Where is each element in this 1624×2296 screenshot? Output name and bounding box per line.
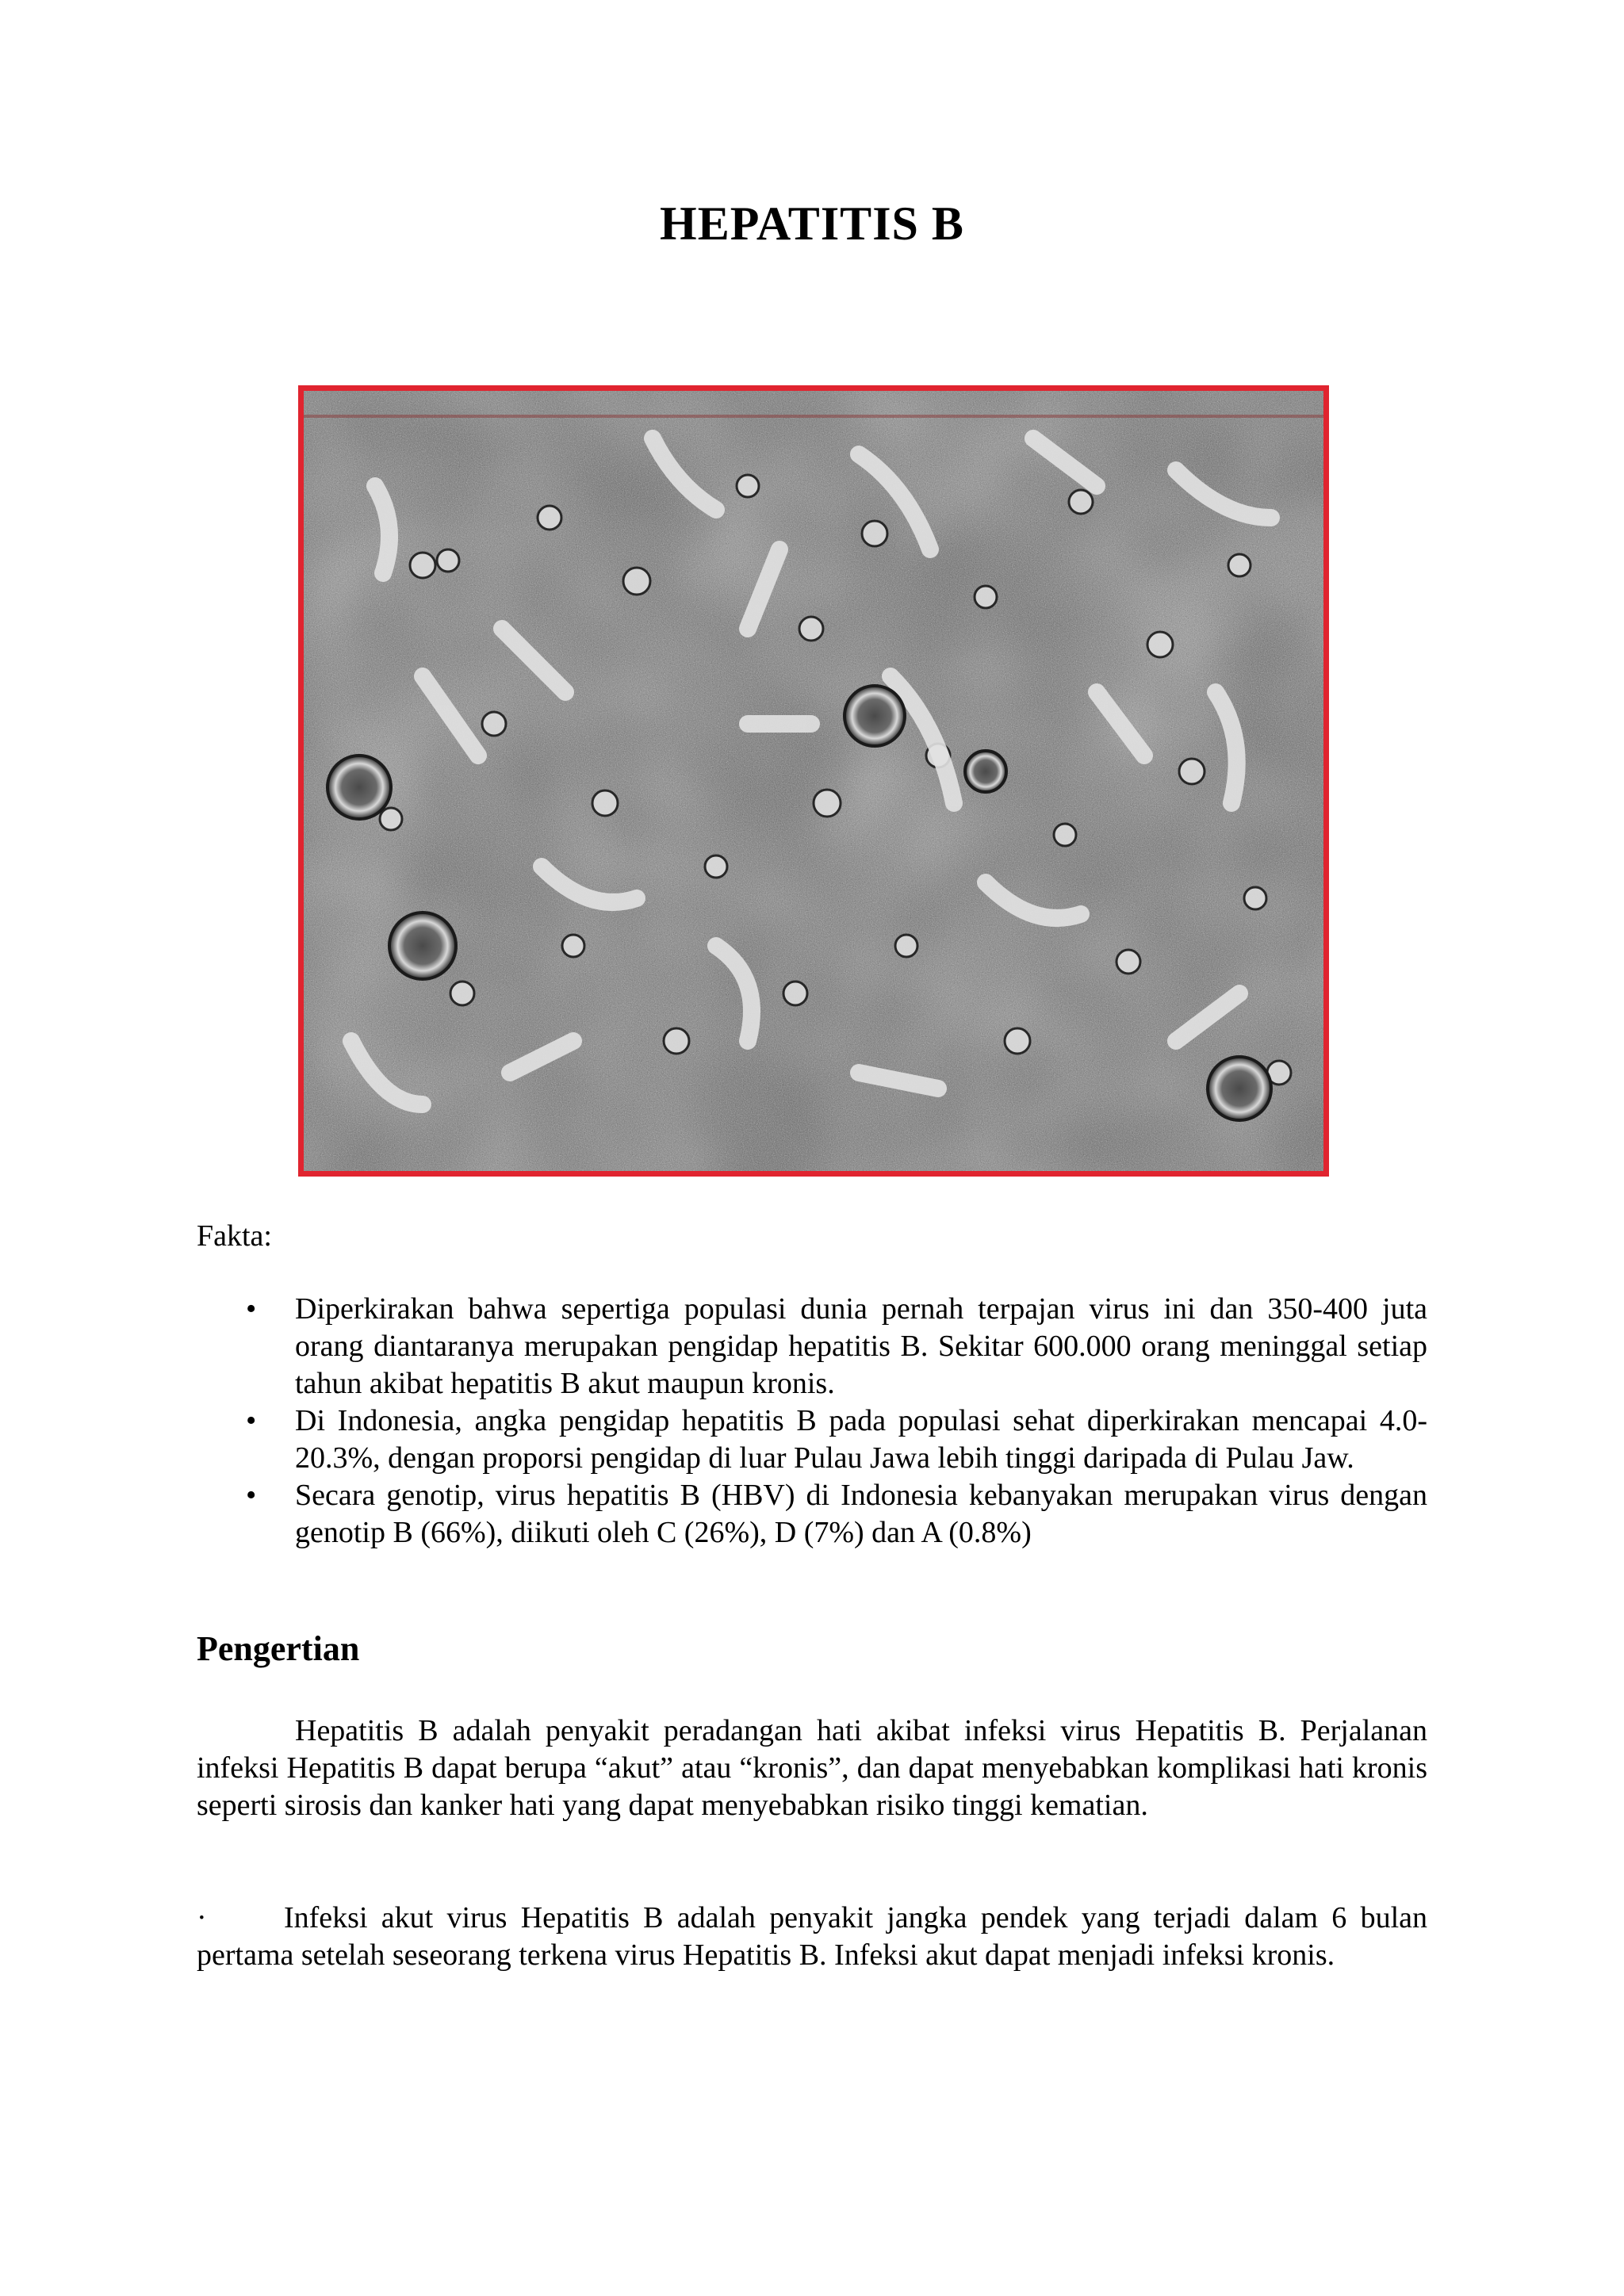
fact-text: Diperkirakan bahwa sepertiga populasi dunia pernah terpajan virus ini dan 350-400 juta orang diantaranya merupakan pengidap hepatitis B. Sekitar 600.000 orang meninggal setiap tahun akibat hepatitis B akut maupun kronis. — [295, 1292, 1427, 1400]
facts-list — [197, 1291, 1427, 1552]
electron-micrograph-image — [304, 391, 1323, 1171]
paragraph-acute-text: Infeksi akut virus Hepatitis B adalah penyakit jangka pendek yang terjadi dalam 6 bulan pertama setelah seseorang terkena virus Hepatitis B. Infeksi akut dapat menjadi infeksi kronis. — [197, 1901, 1427, 1972]
bullet-icon: • — [246, 1404, 257, 1437]
micrograph-figure — [298, 385, 1329, 1177]
list-item — [197, 1291, 1427, 1402]
page-title: HEPATITIS B — [660, 197, 964, 250]
list-item — [197, 1402, 1427, 1477]
paragraph-definition: Hepatitis B adalah penyakit peradangan hati akibat infeksi virus Hepatitis B. Perjalanan infeksi Hepatitis B dapat berupa “akut” atau “kronis”, dan dapat menyebabkan komplikasi hati kronis seperti sirosis dan kanker hati yang dapat menyebabkan risiko tinggi kematian. — [197, 1714, 1427, 1822]
fact-text: Di Indonesia, angka pengidap hepatitis B pada populasi sehat diperkirakan mencapai 4.0-20.3%, dengan proporsi pengidap di luar Pulau Jawa lebih tinggi daripada di Pulau Jaw. — [295, 1404, 1427, 1475]
fact-text: Secara genotip, virus hepatitis B (HBV) di Indonesia kebanyakan merupakan virus dengan genotip B (66%), diikuti oleh C (26%), D (7%) dan A (0.8%) — [295, 1479, 1427, 1549]
section-heading-pengertian: Pengertian — [197, 1629, 360, 1668]
bullet-icon: • — [246, 1479, 257, 1512]
paragraph-acute-infection — [197, 1900, 1427, 1974]
bullet-icon: • — [246, 1292, 257, 1326]
list-item — [197, 1477, 1427, 1552]
facts-label: Fakta: — [197, 1219, 272, 1253]
paragraph-marker: · — [197, 1901, 207, 1934]
